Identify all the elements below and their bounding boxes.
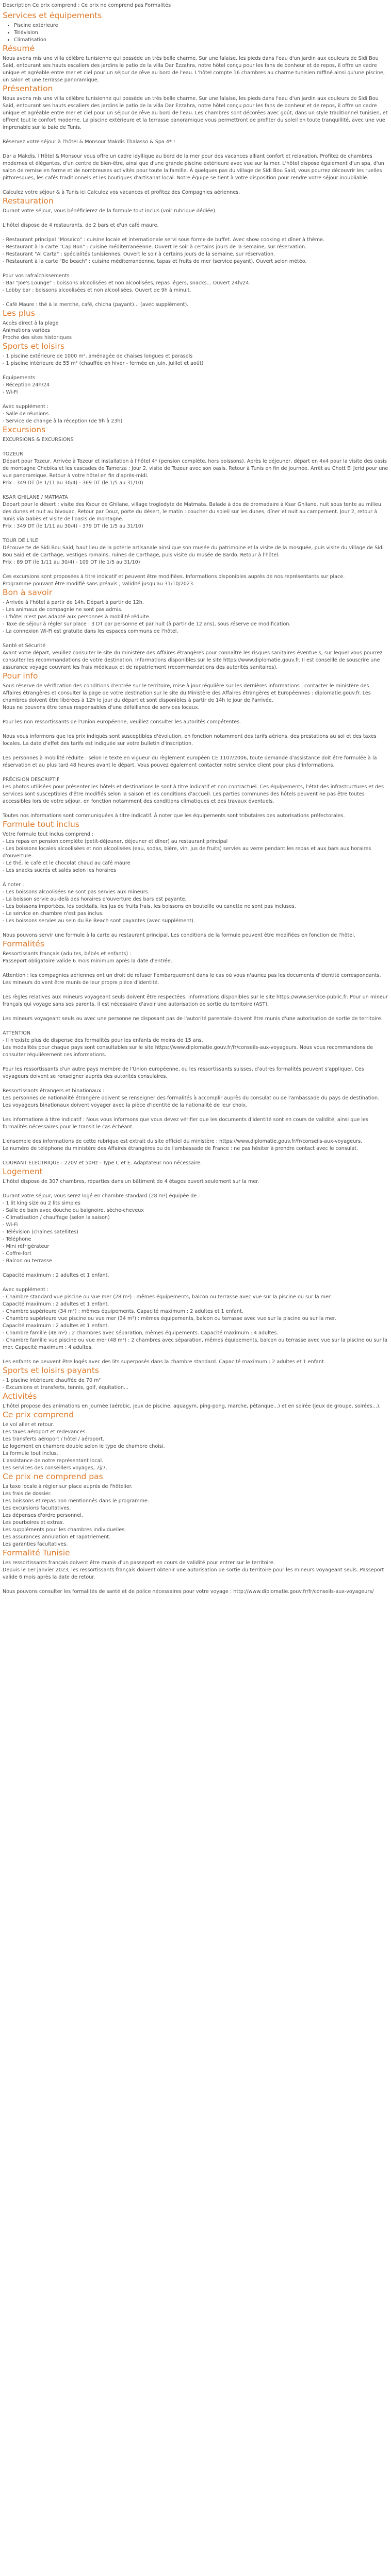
paragraph: - 1 lit king size ou 2 lits simples [3, 1200, 80, 1206]
paragraph: - Chambre famille (48 m²) : 2 chambres avec séparation, mêmes équipements. Capacité maximum : 4 adultes. [3, 1330, 279, 1336]
paragraph: - Restaurant "Al Carta" : spécialités tunisiennes. Ouvert le soir à certains jours de la semaine, sur réservation. [3, 251, 275, 257]
paragraph: KSAR GHILANE / MATMATA [3, 495, 68, 500]
paragraph [3, 1080, 388, 1088]
paragraph [3, 566, 388, 573]
paragraph [3, 1185, 388, 1193]
breadcrumb-links[interactable]: Description Ce prix comprend : Ce prix ne comprend pas Formalités [3, 3, 171, 8]
section-sports-et-loisirs [3, 342, 388, 425]
paragraph: Proche des sites historiques [3, 335, 72, 341]
section-title: Excursions [3, 425, 46, 434]
section-title: Formalités [3, 939, 44, 948]
paragraph: - 1 piscine intérieure chauffée de 70 m² [3, 1378, 101, 1383]
paragraph [3, 711, 388, 719]
paragraph: - Restaurant principal "Mosaïco" : cuisine locale et internationale servi sous forme de buffet. Avec show cooking et dîner à thème. [3, 237, 324, 243]
paragraph: - Réception 24h/24 [3, 382, 50, 388]
paragraph: Le numéro de téléphone du ministère des Affaires étrangères ou de l'ambassade de France : ne pas hésiter à prendre contact avec le consulat. [3, 1146, 359, 1151]
paragraph: Dar a Makdis, l'Hôtel & Monsour vous offre un cadre idyllique au bord de la mer pour des vacances alliant confort et relaxation. Profitez de chambres modernes et élégantes, d'un centre de bien-être, ainsi que d'une grande piscine extérieure avec vue sur la mer. L'hôtel dispose également d'un spa, d'un salon de remise en forme et de nombreuses activités pour toute la famille. À quelques pas du village de Sidi Bou Said, vous pourrez découvrir les ruelles pittoresques, les cafés traditionnels et les boutiques d'artisanat local. Notre équipe se tient à votre disposition pour rendre votre séjour inoubliable. [3, 154, 384, 181]
paragraph: Les dépenses d'ordre personnel. [3, 1513, 83, 1518]
paragraph: - L'hôtel n'est pas adapté aux personnes à mobilité réduite. [3, 614, 151, 620]
paragraph: Les pourboires et extras. [3, 1520, 64, 1526]
paragraph [3, 726, 388, 733]
paragraph: Les taxes aéroport et redevances. [3, 1429, 87, 1435]
paragraph: - Climatisation / chauffage (selon la saison) [3, 1215, 110, 1221]
paragraph: Les services des conseillers voyages, 7j/7. [3, 1465, 107, 1471]
paragraph: Prix : 349 DT (le 1/11 au 30/4) - 369 DT (le 1/5 au 31/10) [3, 480, 143, 486]
paragraph: Les personnes de nationalité étrangère doivent se renseigner des formalités à accomplir auprès du consulat ou de l'ambassade du pays de destination. Les voyageurs binationaux doivent voyager avec la pièce d'identité de la nationalité de leur choix. [3, 1095, 380, 1108]
paragraph: Durant votre séjour, vous serez logé en chambre standard (28 m²) équipée de : [3, 1193, 200, 1199]
paragraph: Avec supplément : [3, 404, 49, 410]
paragraph [3, 1008, 388, 1015]
paragraph: Votre formule tout inclus comprend : [3, 832, 94, 837]
paragraph: L'hôtel propose des animations en journée (aérobic, jeux de piscine, aquagym, ping-pong, marche, pétanque...) et en soirée (jeux de groupe, soirées...). [3, 1403, 381, 1409]
paragraph: - Le thé, le café et le chocolat chaud au café maure [3, 860, 131, 866]
paragraph: Accès direct à la plage [3, 320, 59, 326]
paragraph: - Bar "Joe's Lounge" : boissons alcoolisées et non alcoolisées, repas légers, snacks... Ouvert 24h/24. [3, 280, 251, 286]
paragraph: Les mineurs voyageant seuls ou avec une personne ne disposant pas de l'autorité parentale doivent être munis d'une autorisation de sortie de territoire. [3, 1016, 383, 1022]
paragraph: - Balcon ou terrasse [3, 1258, 53, 1264]
paragraph: TOUR DE L'ILE [3, 538, 38, 544]
paragraph: Départ pour le désert : visite des Ksour de Ghilane, village troglodyte de Matmata. Balade à dos de dromadaire à Ksar Ghilane, nuit sous tente au milieu des dunes et nuit au bivouac. Retour par Douz, porte du désert, le matin : coucher du soleil sur les dunes, dîner et nuit au campement. Jour 2, retour à Tunis via Gabès et visite de l'oasis de montagne. [3, 502, 382, 522]
paragraph: Sous réserve de vérification des conditions d'entrée sur le territoire, mise à jour régulière sur les dernières informations : contacter le ministère des Affaires étrangères et consulter la page de votre destination sur le site du Ministère des Affaires étrangères et Européennes : diplomatie.gouv.fr. Les chambres doivent être libérées à 12h le jour du départ et sont disponibles à partir de 14h le jour de l'arrivée. [3, 683, 371, 703]
paragraph: Nous avons mis une villa célèbre tunisienne qui possède un très belle charme. Sur une falaise, les pieds dans l'eau d'un jardin aux couleurs de Sidi Bou Said, entourant ses hauts escaliers des jardins le patio de la villa Dar Ezzahra, notre hôtel conçu pour les fans de bonheur et de repos, il offre un cadre unique et agréable entre mer et ciel pour un séjour de rêve au bord de l'eau. L'hôtel compte 16 chambres au charme tunisien raffiné ainsi qu'une piscine, un salon et une terrasse panoramique. [3, 56, 385, 83]
paragraph [3, 367, 388, 375]
paragraph: - La boisson servie au-delà des horaires d'ouverture des bars est payante. [3, 896, 187, 902]
paragraph [3, 530, 388, 537]
paragraph [3, 1265, 388, 1272]
paragraph: - Excursions et transferts, tennis, golf, équitation... [3, 1385, 129, 1391]
paragraph: - Chambre standard vue piscine ou vue mer (28 m²) : mêmes équipements, balcon ou terrasse avec vue sur la piscine ou sur la mer. [3, 1294, 332, 1300]
paragraph: - Restaurant à la carte "Be beach" : cuisine méditerranéenne, tapas et fruits de mer (service payant). Ouvert selon météo. [3, 259, 307, 264]
section-restauration [3, 196, 388, 309]
paragraph: Découverte de Sidi Bou Said, haut lieu de la poterie artisanale ainsi que son musée du patrimoine et la visite de la mosquée, puis visite du village de Sidi Bou Said et de Carthage, vestiges romains, ruines de Carthage, puis visite du musée de Bardo. Retour à l'hôtel. [3, 545, 384, 558]
paragraph: Équipements [3, 375, 35, 381]
paragraph: Capacité maximum : 2 adultes et 1 enfant. [3, 1301, 109, 1307]
paragraph: - Chambre supérieure (34 m²) : mêmes équipements. Capacité maximum : 2 adultes et 1 enfant. [3, 1309, 243, 1314]
paragraph: Ces excursions sont proposées à titre indicatif et peuvent être modifiées. Informations disponibles auprès de nos représentants sur place. [3, 574, 345, 580]
paragraph: Attention : les compagnies aériennes ont un droit de refuser l'embarquement dans le cas où vous n'auriez pas les documents d'identité correspondants. Les mineurs doivent être munis de leur propre pièce d'identité. [3, 973, 381, 986]
paragraph: Passeport obligatoire valide 6 mois minimum après la date d'entrée. [3, 958, 172, 964]
paragraph [3, 748, 388, 755]
paragraph: Avant votre départ, veuillez consulter le site du ministère des Affaires étrangères pour connaître les risques sanitaires éventuels, sur lequel vous pourrez consulter les recommandations de votre destination. Informations disponibles sur le site https://www.diplomatie.gouv.fr. Il est conseillé de souscrire une assurance voyage couvrant les frais médicaux et de rapatriement (recommandations des autorités sanitaires). [3, 650, 383, 670]
paragraph [3, 1059, 388, 1066]
paragraph: Depuis le 1er janvier 2023, les ressortissants français doivent obtenir une autorisation de sortie du territoire pour les mineurs voyageant seuls. Passeport valide 6 mois après la date de retour. [3, 1567, 384, 1580]
paragraph: - 1 piscine intérieure de 55 m² (chauffée en hiver - fermée en juin, juillet et août) [3, 361, 204, 366]
paragraph: L'hôtel dispose de 307 chambres, réparties dans un bâtiment de 4 étages ouvert seulement sur la mer. [3, 1179, 259, 1184]
paragraph [3, 965, 388, 972]
paragraph: COURANT ÉLECTRIQUE : 220V et 50Hz - Type C et E. Adaptateur non nécessaire. [3, 1160, 202, 1166]
paragraph: Animations variées [3, 328, 50, 333]
paragraph: - Les snacks sucrés et salés selon les horaires [3, 868, 116, 873]
paragraph: - Wi-Fi [3, 389, 18, 395]
paragraph: Capacité maximum : 2 adultes et 1 enfant. [3, 1323, 109, 1329]
paragraph: Pour les ressortissants d'un autre pays membre de l'Union européenne, ou les ressortissants suisses, d'autres formalités peuvent s'appliquer. Ces voyageurs doivent se renseigner auprès des autorités consulaires. [3, 1066, 364, 1079]
paragraph: Pour vos rafraîchissements : [3, 273, 73, 279]
paragraph: - Restaurant à la carte "Cap Bon" : cuisine méditerranéenne. Ouvert le soir à certains jours de la semaine, sur réservation. [3, 244, 307, 250]
paragraph: - Télévision (chaînes satellites) [3, 1229, 78, 1235]
paragraph: - Wi-Fi [3, 1222, 18, 1228]
paragraph: Les transferts aéroport / hôtel / aéroport. [3, 1436, 104, 1442]
list-item: • Piscine extérieure [14, 22, 388, 29]
section-ce-prix-ne-comprend-pas [3, 1472, 388, 1548]
paragraph: - Salle de réunions [3, 411, 49, 417]
paragraph [3, 487, 388, 494]
paragraph [3, 1153, 388, 1160]
paragraph: - Chambre famille vue piscine ou vue mer (48 m²) : 2 chambres avec séparation, mêmes équipements, balcon ou terrasse avec vue sur la piscine ou sur la mer. Capacité maximum : 4 adultes. [3, 1337, 388, 1350]
section-title: Formule tout inclus [3, 820, 79, 829]
section-pour-info [3, 671, 388, 820]
paragraph: Les personnes à mobilité réduite : selon le texte en vigueur du règlement européen CE 1107/2006, toute demande d'assistance doit être formulée à la réservation et au plus tard 48 heures avant le départ. Vous pouvez également contacter notre service client pour plus d'informations. [3, 755, 377, 768]
content-sections [3, 11, 388, 1596]
section-title: Logement [3, 1167, 43, 1176]
paragraph: Pour les non ressortissants de l'Union européenne, veuillez consulter les autorités compétentes. [3, 719, 241, 725]
paragraph [3, 805, 388, 812]
section-excursions [3, 425, 388, 588]
paragraph [3, 146, 388, 153]
section-title: Pour info [3, 671, 38, 681]
section-bon-savoir [3, 588, 388, 671]
paragraph [3, 215, 388, 222]
paragraph: - Arrivée à l'hôtel à partir de 14h. Départ à partir de 12h. [3, 600, 144, 605]
section-title: Services et équipements [3, 11, 102, 20]
paragraph: - Mini réfrigérateur [3, 1244, 50, 1249]
paragraph [3, 396, 388, 403]
paragraph: - Les boissons importées, les cocktails, les jus de fruits frais, les boissons en bouteille ou canette ne sont pas incluses. [3, 904, 296, 909]
paragraph: Les modalités pour chaque pays sont consultables sur le site https://www.diplomatie.gouv.fr/fr/conseils-aux-voyageurs. Nous vous recommandons de consulter régulièrement ces informations. [3, 1045, 373, 1058]
paragraph: Les photos utilisées pour présenter les hôtels et destinations le sont à titre indicatif et non contractuel. Ces équipements, l'état des infrastructures et des services sont susceptibles d'être modifiés selon la saison et les conditions d'accueil. Les parties communes des hôtels peuvent ne pas être toutes accessibles lors de votre séjour, en fonction notamment des conditions climatiques et des travaux éventuels. [3, 784, 384, 804]
paragraph [3, 635, 388, 642]
paragraph: L'assistance de notre représentant local. [3, 1458, 104, 1464]
section-pr-sentation [3, 84, 388, 196]
paragraph: EXCURSIONS & EXCURSIONS [3, 437, 74, 443]
paragraph: L'hôtel dispose de 4 restaurants, de 2 bars et d'un café maure. [3, 223, 159, 228]
paragraph: TOZEUR [3, 451, 23, 457]
section-title: Activités [3, 1392, 37, 1401]
paragraph: Les suppléments pour les chambres individuelles. [3, 1527, 126, 1533]
paragraph: Prix : 89 DT (le 1/11 au 30/4) - 109 DT (le 1/5 au 31/10) [3, 560, 140, 565]
paragraph [3, 444, 388, 451]
paragraph: - Les boissons locales alcoolisées et non alcoolisées (eau, sodas, bière, vin, jus de fruits) servies au verre pendant les repas et aux bars aux horaires d'ouverture. [3, 846, 371, 859]
paragraph: Nous pouvons servir une formule à la carte au restaurant principal. Les conditions de la formule peuvent être modifiées en fonction de l'hôtel. [3, 933, 355, 938]
feature-list [3, 22, 388, 44]
list-item: • Télévision [14, 29, 388, 37]
section-ce-prix-comprend [3, 1410, 388, 1472]
section-title: Restauration [3, 196, 54, 206]
section-activit-s [3, 1392, 388, 1410]
paragraph: La formule tout inclus. [3, 1451, 58, 1456]
paragraph [3, 1351, 388, 1359]
paragraph: ATTENTION [3, 1030, 31, 1036]
paragraph: Les enfants ne peuvent être logés avec des lits superposés dans la chambre standard. Capacité maximum : 2 adultes et 1 enfant. [3, 1359, 325, 1365]
paragraph: Calculez votre séjour & à Tunis ici Calculez vos vacances et profitez des Compagnies aériennes. [3, 190, 240, 195]
paragraph: - Les repas en pension complète (petit-déjeuner, déjeuner et dîner) au restaurant principal [3, 839, 228, 844]
section-formalit-s [3, 939, 388, 1167]
paragraph: - Lobby bar : boissons alcoolisées et non alcoolisées. Ouvert de 9h à minuit. [3, 287, 191, 293]
paragraph: - Coffre-fort [3, 1251, 31, 1257]
paragraph: Avec supplément : [3, 1287, 49, 1293]
paragraph [3, 1279, 388, 1286]
section-logement [3, 1167, 388, 1366]
paragraph: Réservez votre séjour à l'hôtel & Monsour Makdis Thalasso & Spa 4* ! [3, 139, 175, 145]
paragraph: - Il n'existe plus de dispense des formalités pour les enfants de moins de 15 ans. [3, 1038, 203, 1043]
paragraph: La taxe locale à régler sur place auprès de l'hôtelier. [3, 1484, 133, 1489]
section-sports-et-loisirs-payants [3, 1366, 388, 1392]
paragraph: Les informations à titre indicatif : Nous vous informons que vous devez vérifier que les documents d'identité sont en cours de validité, ainsi que les formalités nécessaires pour le transit le cas échéant. [3, 1117, 368, 1130]
paragraph: L'ensemble des informations de cette rubrique est extrait du site officiel du ministère : https://www.diplomatie.gouv.fr/fr/conseils-aux-voyageurs. [3, 1139, 363, 1144]
paragraph: Prix : 349 DT (le 1/11 au 30/4) - 379 DT (le 1/5 au 31/10) [3, 523, 143, 529]
section-title: Présentation [3, 84, 53, 93]
paragraph [3, 769, 388, 776]
paragraph [3, 131, 388, 139]
paragraph: Nous pouvons consulter les formalités de santé et de police nécessaires pour votre voyage : http://www.diplomatie.gouv.fr/fr/conseils-aux-voyageurs/ [3, 1589, 374, 1595]
section-title: Sports et loisirs [3, 342, 65, 351]
paragraph: Capacité maximum : 2 adultes et 1 enfant. [3, 1273, 109, 1278]
paragraph [3, 265, 388, 273]
section-les-plus [3, 309, 388, 342]
paragraph: - Les animaux de compagnie ne sont pas admis. [3, 607, 123, 613]
paragraph: Le logement en chambre double selon le type de chambre choisi. [3, 1444, 165, 1449]
paragraph: Les règles relatives aux mineurs voyageant seuls doivent être respectées. Informations disponibles sur le site https://www.service-public.fr. Pour un mineur français qui voyage sans ses parents, il est nécessaire d'avoir une autorisation de sortie du territoire (AST). [3, 994, 388, 1007]
paragraph: - La connexion Wi-Fi est gratuite dans les espaces communs de l'hôtel. [3, 629, 178, 634]
paragraph: Les ressortissants français doivent être munis d'un passeport en cours de validité pour entrer sur le territoire. [3, 1560, 275, 1566]
section-services-et-quipements [3, 11, 388, 44]
paragraph: Ressortissants français (adultes, bébés et enfants) : [3, 951, 132, 957]
paragraph: Les garanties facultatives. [3, 1541, 68, 1547]
section-title: Bon à savoir [3, 588, 53, 597]
paragraph: - Taxe de séjour à régler sur place : 3 DT par personne et par nuit (à partir de 12 ans), sous réserve de modification. [3, 621, 291, 627]
paragraph: - Les boissons alcoolisées ne sont pas servies aux mineurs. [3, 889, 150, 895]
paragraph: Les frais de dossier. [3, 1491, 52, 1497]
paragraph: Nous vous informons que les prix indiqués sont susceptibles d'évolution, en fonction notamment des tarifs aériens, des prestations au sol et des taxes locales. La date d'effet des tarifs est indiquée sur votre bulletin d'inscription. [3, 734, 377, 747]
paragraph [3, 229, 388, 236]
paragraph: - Les boissons servies au sein du Be Beach sont payantes (avec supplément). [3, 918, 195, 924]
section-r-sum [3, 44, 388, 84]
paragraph: Les assurances annulation et rapatriement. [3, 1534, 111, 1540]
paragraph [3, 1131, 388, 1138]
section-title: Résumé [3, 44, 35, 53]
paragraph: - Téléphone [3, 1236, 31, 1242]
section-title: Sports et loisirs payants [3, 1366, 99, 1375]
paragraph [3, 182, 388, 189]
paragraph: PRÉCISION DESCRIPTIF [3, 777, 60, 783]
paragraph: Le vol aller et retour. [3, 1422, 54, 1428]
paragraph: Toutes nos informations sont communiquées à titre indicatif. À noter que les équipements sont tributaires des autorisations préfectorales. [3, 813, 345, 819]
paragraph: - 1 piscine extérieure de 1000 m², aménagée de chaises longues et parasols [3, 353, 193, 359]
paragraph [3, 1581, 388, 1588]
section-title: Les plus [3, 309, 35, 318]
section-title: Formalité Tunisie [3, 1548, 70, 1557]
paragraph: Ressortissants étrangers et binationaux : [3, 1088, 105, 1094]
section-formalit-tunisie [3, 1548, 388, 1596]
paragraph: Nous ne pouvons être tenus responsables d'une défaillance de services locaux. [3, 705, 200, 710]
paragraph [3, 925, 388, 932]
paragraph: - Salle de bain avec douche ou baignoire, sèche-cheveux [3, 1208, 144, 1213]
paragraph [3, 1109, 388, 1116]
paragraph [3, 987, 388, 994]
paragraph: - Chambre supérieure vue piscine ou vue mer (34 m²) : mêmes équipements, balcon ou terrasse avec vue sur la piscine ou sur la mer. [3, 1316, 336, 1321]
paragraph: - Service de change à la réception (de 9h à 23h) [3, 418, 123, 424]
paragraph: Santé et Sécurité [3, 643, 46, 649]
paragraph: À noter : [3, 882, 24, 888]
paragraph [3, 874, 388, 882]
paragraph: Durant votre séjour, vous bénéficierez de la formule tout inclus (voir rubrique dédiée). [3, 208, 217, 214]
paragraph: - Café Maure : thé à la menthe, café, chicha (payant)... (avec supplément). [3, 302, 189, 308]
paragraph: Les excursions facultatives. [3, 1505, 71, 1511]
paragraph: - Le service en chambre n'est pas inclus. [3, 911, 104, 917]
paragraph: Programme pouvant être modifié sans préavis ; validité jusqu'au 31/10/2023. [3, 581, 195, 587]
paragraph: Départ pour Tozeur, Arrivée à Tozeur et installation à l'hôtel 4* (pension complète, hors boissons). Après le déjeuner, départ en 4x4 pour la visite des oasis de montagne Chebika et les cascades de Tamerza : Jour 2, visite de Tozeur avec son oasis. Retour à Tunis en fin de journée. Arrêt au Chott El Jerid pour une vue panoramique. Retour à votre hôtel en fin d'après-midi. [3, 459, 388, 479]
list-item: • Climatisation [14, 37, 388, 44]
section-formule-tout-inclus [3, 820, 388, 939]
paragraph: Les boissons et repas non mentionnés dans le programme. [3, 1498, 149, 1504]
paragraph [3, 294, 388, 301]
section-title: Ce prix ne comprend pas [3, 1472, 103, 1481]
paragraph [3, 1023, 388, 1030]
paragraph: Nous avons mis une villa célèbre tunisienne qui possède un très belle charme. Sur une falaise, les pieds dans l'eau d'un jardin aux couleurs de Sidi Bou Said, entourant ses hauts escaliers des jardins le patio de la villa Dar Ezzahra, notre hôtel conçu pour les fans de bonheur et de repos, il offre un cadre unique et agréable entre mer et ciel pour un séjour de rêve au bord de l'eau. Les chambres sont décorées avec goût, dans un style traditionnel tunisien, et offrent tout le confort moderne. La piscine extérieure et la terrasse panoramique vous permettront de profiter du soleil en toute tranquillité, avec une vue imprenable sur la baie de Tunis. [3, 96, 388, 130]
section-title: Ce prix comprend [3, 1410, 74, 1419]
